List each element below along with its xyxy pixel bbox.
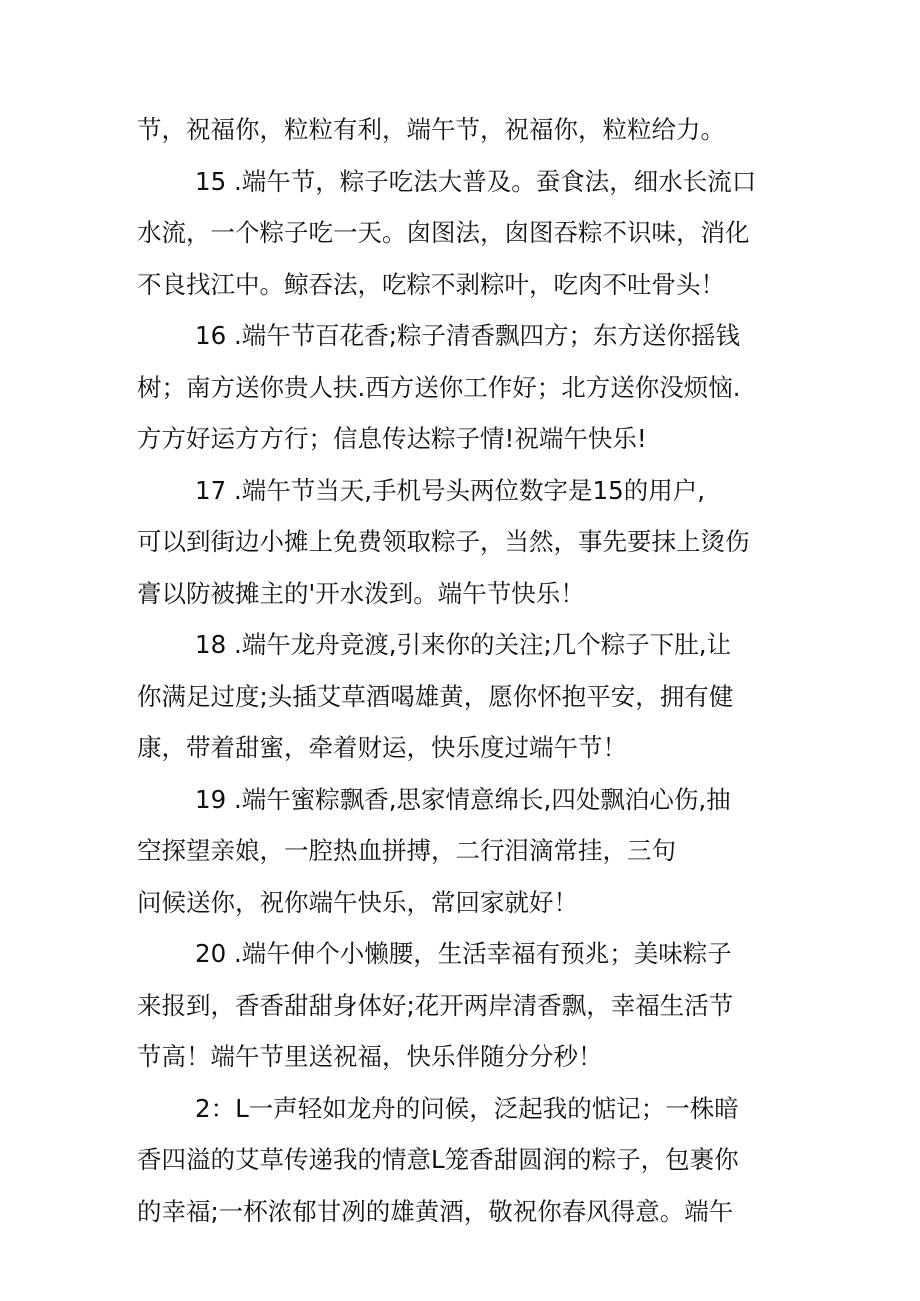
text-line: 康，带着甜蜜，牵着财运，快乐度过端午节！ [137, 733, 627, 762]
text-line: 19 .端午蜜粽飘香,思家情意绵长,四处飘泊心伤,抽 [195, 784, 731, 814]
text-line: 不良找江中。鲸吞法，吃粽不剥粽叶，吃肉不吐骨头！ [137, 269, 725, 299]
text-line: 你满足过度;头插艾草酒喝雄黄，愿你怀抱平安，拥有健 [137, 681, 734, 711]
text-line: 20 .端午伸个小懒腰，生活幸福有预兆；美味粽子 [195, 939, 732, 968]
text-line: 树；南方送你贵人扶.西方送你工作好；北方送你没烦恼. [137, 372, 741, 402]
text-line: 膏以防被摊主的'开水泼到。端午节快乐！ [137, 578, 585, 608]
text-line: 15 .端午节，粽子吃法大普及。蚕食法，细水长流口 [195, 166, 757, 196]
text-line: 节高！端午节里送祝福，快乐伴随分分秒！ [137, 1042, 603, 1071]
text-line: 可以到街边小摊上免费领取粽子，当然，事先要抹上烫伤 [137, 527, 750, 556]
text-line: 2：L一声轻如龙舟的问候，泛起我的惦记；一株暗 [195, 1093, 739, 1123]
text-line: 香四溢的艾草传递我的情意L笼香甜圆润的粽子，包裹你 [137, 1145, 739, 1174]
text-line: 来报到，香香甜甜身体好;花开两岸清香飘，幸福生活节 [137, 990, 734, 1020]
document-body [137, 104, 787, 1237]
text-line: 水流，一个粽子吃一天。囱图法，囱图吞粽不识味，消化 [137, 218, 750, 247]
text-line: 17 .端午节当天,手机号头两位数字是15的用户, [195, 475, 706, 505]
text-line: 空探望亲娘，一腔热血拼搏，二行泪滴常挂，三句 [137, 836, 676, 865]
text-line: 问候送你，祝你端午快乐，常回家就好！ [137, 887, 578, 917]
text-line: 18 .端午龙舟竞渡,引来你的关注;几个粽子下肚,让 [195, 630, 732, 659]
text-line: 节，祝福你，粒粒有利，端午节，祝福你，粒粒给力。 [137, 115, 725, 144]
text-line: 16 .端午节百花香;粽子清香飘四方；东方送你摇钱 [195, 321, 741, 350]
text-line: 的幸福;一杯浓郁甘冽的雄黄酒，敬祝你春风得意。端午 [137, 1196, 734, 1226]
text-line: 方方好运方方行；信息传达粽子情!祝端午快乐! [137, 424, 647, 453]
